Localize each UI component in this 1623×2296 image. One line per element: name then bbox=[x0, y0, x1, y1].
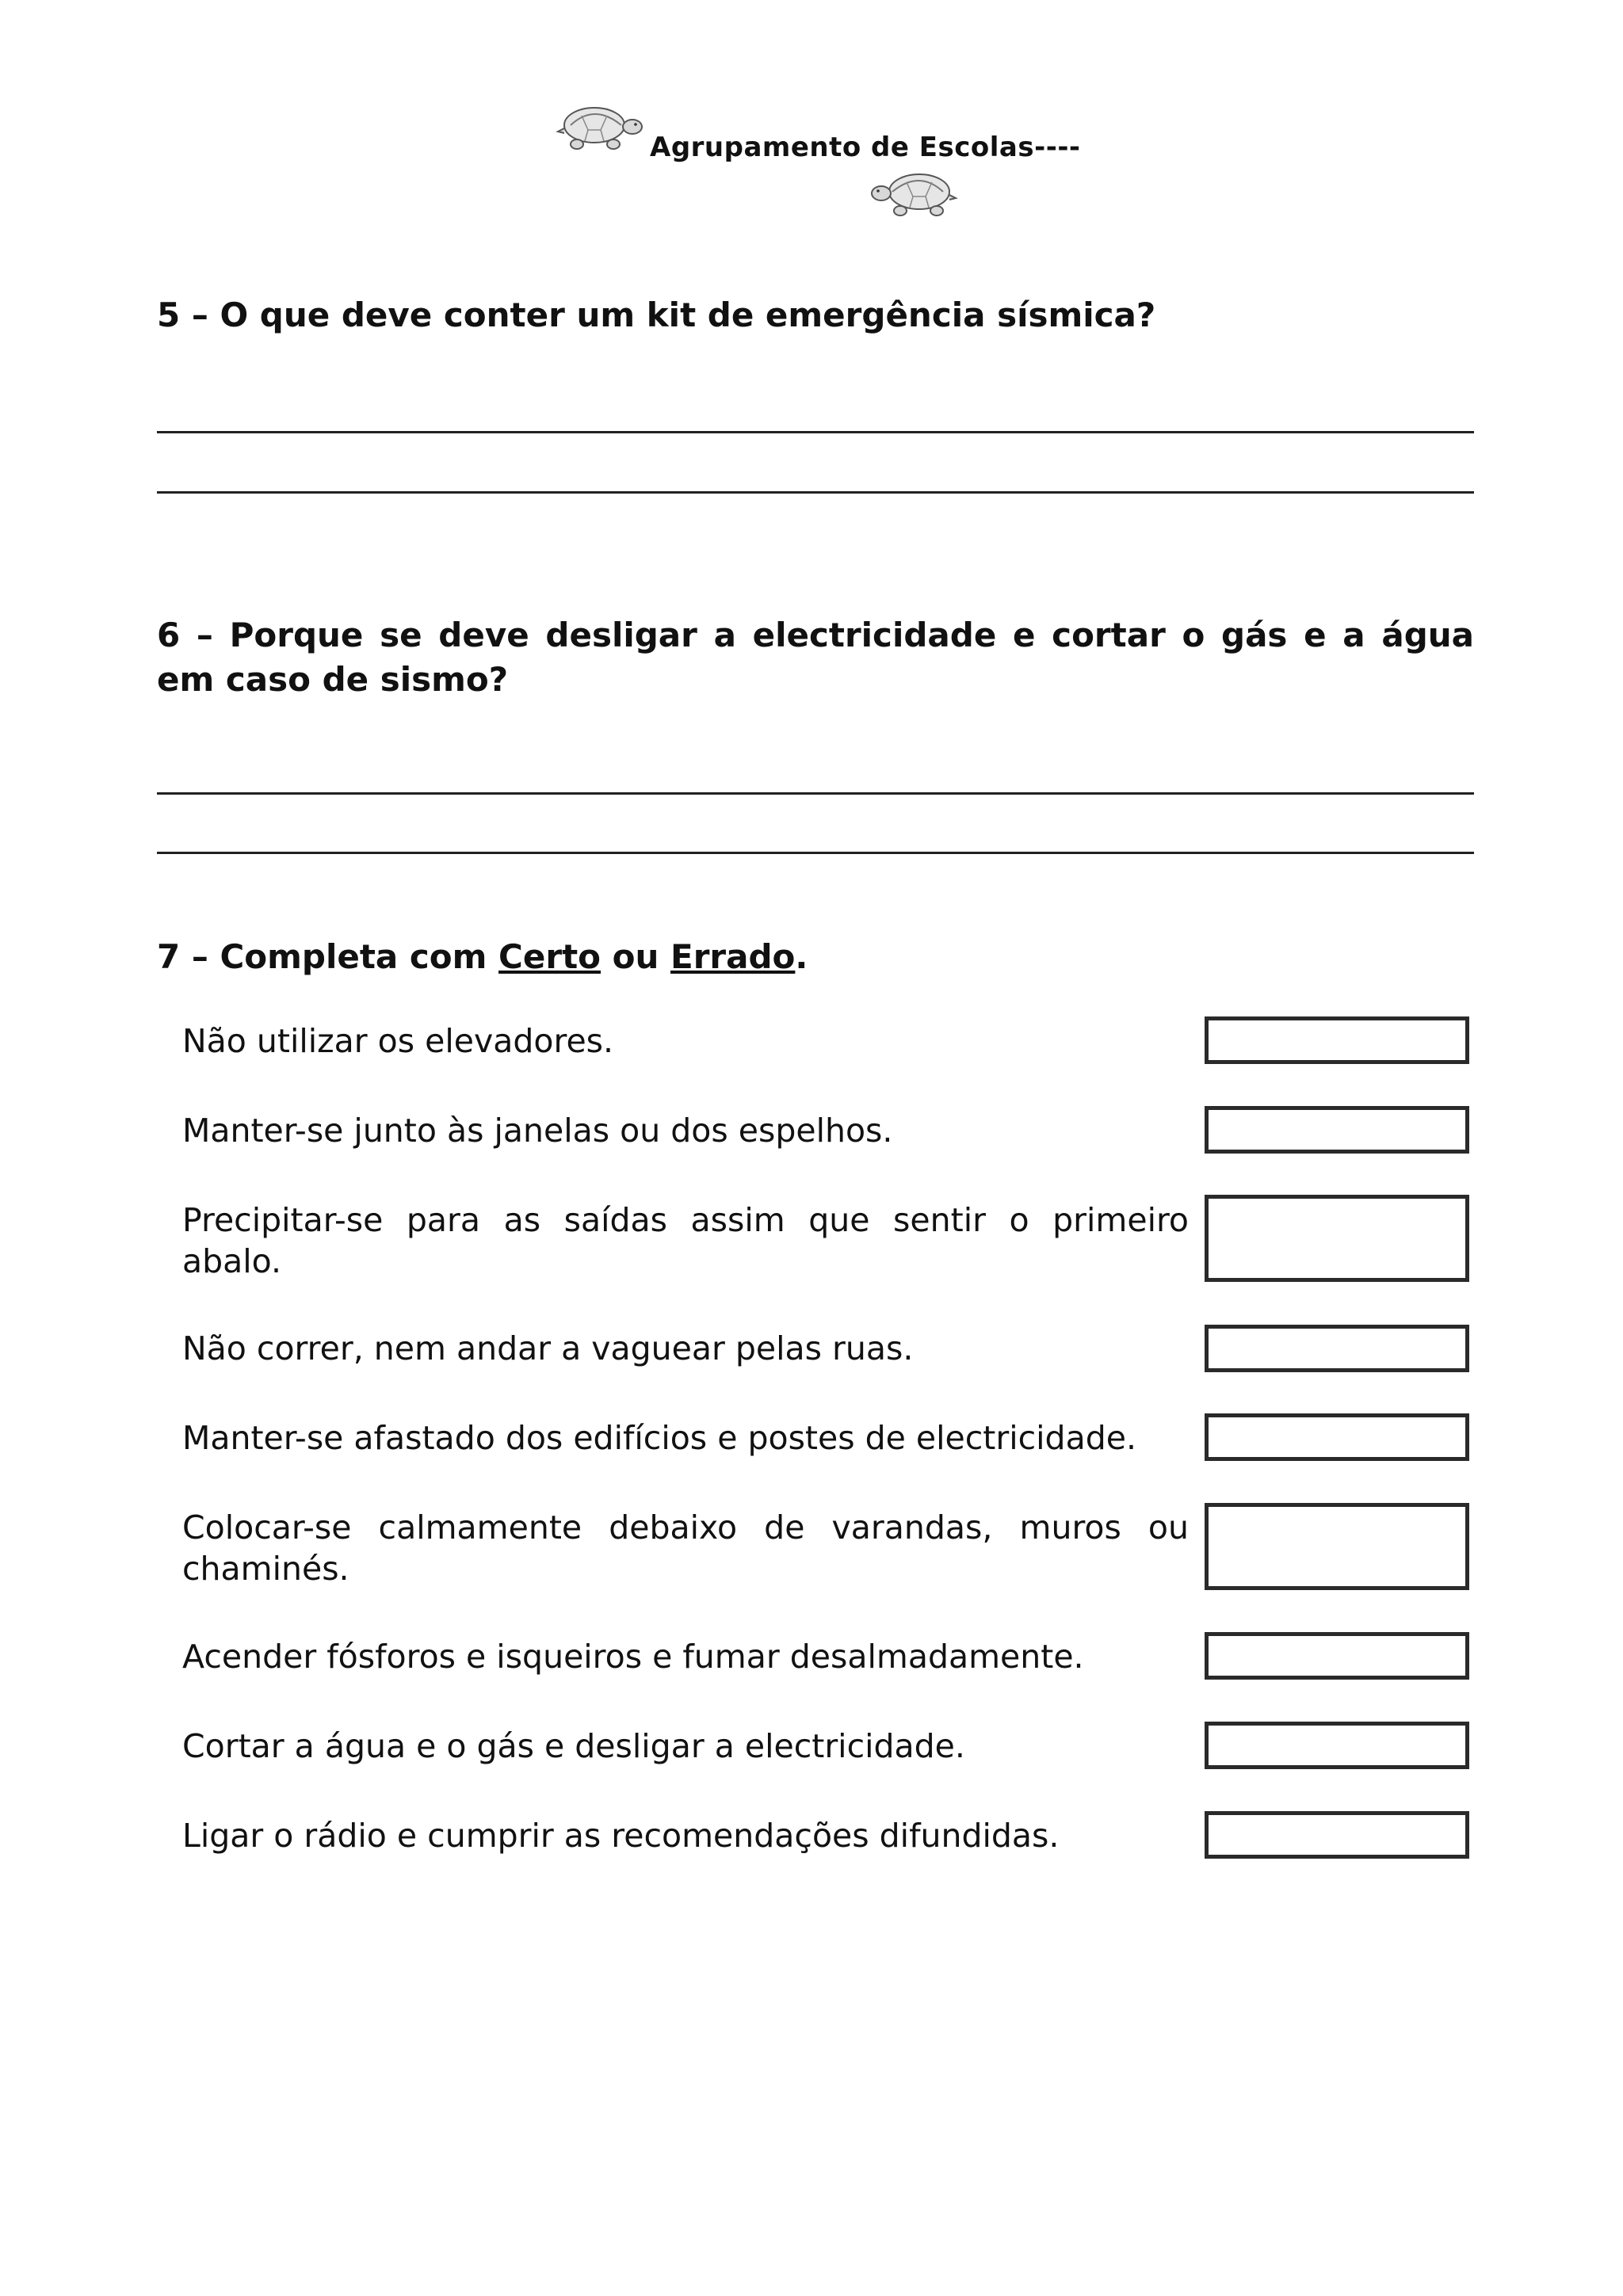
answer-box[interactable] bbox=[1205, 1632, 1469, 1680]
answer-box[interactable] bbox=[1205, 1722, 1469, 1769]
question-7-title bbox=[157, 935, 1474, 979]
answer-box[interactable] bbox=[1205, 1016, 1469, 1064]
statement-text: Cortar a água e o gás e desligar a electricidade. bbox=[182, 1727, 965, 1765]
statement-text: Colocar-se calmamente debaixo de varandas, muros ou chaminés. bbox=[182, 1508, 1189, 1588]
answer-box[interactable] bbox=[1205, 1325, 1469, 1372]
statement-text: Ligar o rádio e cumprir as recomendações difundidas. bbox=[182, 1817, 1060, 1855]
answer-box[interactable] bbox=[1205, 1106, 1469, 1154]
statement-text: Precipitar-se para as saídas assim que sentir o primeiro abalo. bbox=[182, 1201, 1189, 1280]
answer-line[interactable] bbox=[157, 491, 1474, 494]
answer-line[interactable] bbox=[157, 431, 1474, 433]
answer-line[interactable] bbox=[157, 852, 1474, 854]
answer-line[interactable] bbox=[157, 792, 1474, 795]
question-6-title: 6 – Porque se deve desligar a electricidade e cortar o gás e a água em caso de sismo? bbox=[157, 616, 1474, 699]
question-5-title: 5 – O que deve conter um kit de emergência sísmica? bbox=[157, 296, 1156, 334]
school-name: Agrupamento de Escolas---- bbox=[650, 132, 1081, 163]
answer-box[interactable] bbox=[1205, 1195, 1469, 1282]
statement-text: Não utilizar os elevadores. bbox=[182, 1022, 614, 1060]
answer-box[interactable] bbox=[1205, 1413, 1469, 1461]
option-errado: Errado bbox=[670, 937, 796, 976]
statement-text: Manter-se afastado dos edifícios e postes de electricidade. bbox=[182, 1419, 1136, 1457]
answer-box[interactable] bbox=[1205, 1503, 1469, 1590]
question-7-middle: ou bbox=[601, 937, 670, 976]
option-certo: Certo bbox=[498, 937, 601, 976]
statement-text: Não correr, nem andar a vaguear pelas ruas. bbox=[182, 1329, 914, 1367]
turtle-icon bbox=[867, 165, 960, 223]
answer-box[interactable] bbox=[1205, 1811, 1469, 1859]
turtle-icon bbox=[553, 98, 647, 157]
statement-text: Acender fósforos e isqueiros e fumar desalmadamente. bbox=[182, 1638, 1084, 1676]
question-7-suffix: . bbox=[795, 937, 808, 976]
statement-text: Manter-se junto às janelas ou dos espelhos. bbox=[182, 1112, 893, 1150]
question-7-prefix: 7 – Completa com bbox=[157, 937, 499, 976]
